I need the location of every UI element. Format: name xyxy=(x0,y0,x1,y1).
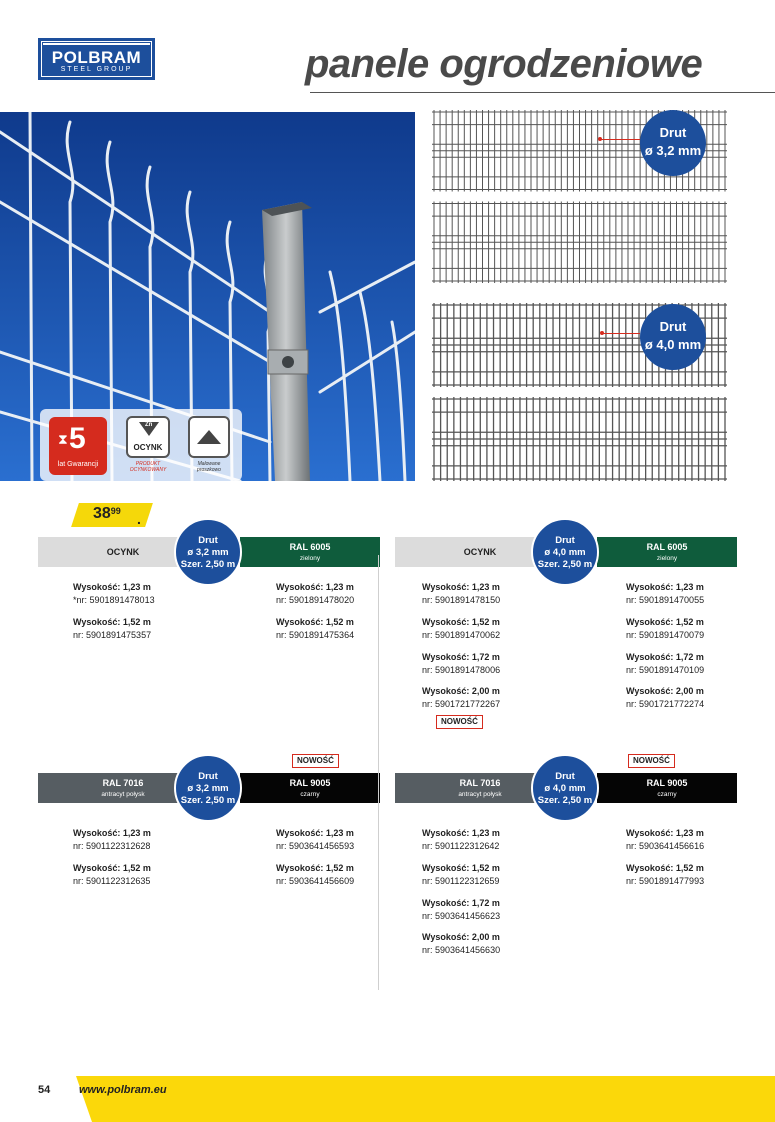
circle-line3: Szer. 2,50 m xyxy=(537,559,593,570)
item-ean: nr: 5903641456609 xyxy=(276,876,355,886)
powder-paint-badge xyxy=(188,416,230,458)
header-ral-6005 xyxy=(597,537,737,567)
circle-line1: Drut xyxy=(555,771,575,782)
circle-line1: Drut xyxy=(198,535,218,546)
item-ean: nr: 5903641456630 xyxy=(422,945,501,955)
column-divider xyxy=(378,555,379,990)
item-ean: nr: 5901891475364 xyxy=(276,630,355,640)
item-height: Wysokość: 2,00 m xyxy=(422,932,500,942)
list-item xyxy=(422,616,500,642)
website-link[interactable]: www.polbram.eu xyxy=(79,1084,167,1096)
item-height: Wysokość: 1,52 m xyxy=(626,863,704,873)
list-item xyxy=(276,616,354,642)
item-ean: nr: 5903641456623 xyxy=(422,911,501,921)
item-height: Wysokość: 1,52 m xyxy=(422,617,500,627)
circle-line1: Drut xyxy=(198,771,218,782)
feature-badges xyxy=(40,409,242,481)
item-height: Wysokość: 2,00 m xyxy=(422,686,500,696)
circle-line2: ø 4,0 mm xyxy=(544,783,586,794)
list-item xyxy=(626,862,704,888)
item-ean: nr: 5901122312635 xyxy=(73,876,151,886)
item-ean: *nr: 5901891478013 xyxy=(73,595,155,605)
warranty-years: 5 xyxy=(69,422,86,455)
item-height: Wysokość: 1,52 m xyxy=(276,617,354,627)
wire-spec-circle xyxy=(531,754,599,822)
header-ral-sub: czarny xyxy=(657,791,677,798)
item-ean: nr: 5901122312642 xyxy=(422,841,500,851)
list-item xyxy=(422,581,500,607)
header-ral-sub: zielony xyxy=(656,555,678,562)
list-item xyxy=(626,616,704,642)
item-ean: nr: 5901891477993 xyxy=(626,876,705,886)
wire-badge-4-0 xyxy=(640,304,706,370)
item-ean: nr: 5903641456616 xyxy=(626,841,705,851)
callout-line xyxy=(602,333,640,334)
circle-line3: Szer. 2,50 m xyxy=(180,559,236,570)
header-ral-label: RAL 9005 xyxy=(646,778,688,788)
price-cents: 99 xyxy=(110,506,121,516)
header-ral-sub: antracyt połysk xyxy=(458,791,502,798)
circle-line2: ø 3,2 mm xyxy=(187,547,229,558)
list-item xyxy=(276,581,354,607)
item-ean: nr: 5903641456593 xyxy=(276,841,355,851)
title-underline xyxy=(310,92,775,93)
circle-line1: Drut xyxy=(555,535,575,546)
circle-line3: Szer. 2,50 m xyxy=(537,795,593,806)
item-height: Wysokość: 1,52 m xyxy=(626,617,704,627)
new-badge: NOWOŚĆ xyxy=(292,754,339,768)
price-suffix: . xyxy=(137,511,141,527)
item-ean: nr: 5901891470079 xyxy=(626,630,705,640)
callout-line xyxy=(600,139,640,140)
callout-dot xyxy=(598,137,602,141)
item-ean: nr: 5901891475357 xyxy=(73,630,152,640)
list-item xyxy=(276,862,354,888)
item-ean: nr: 5901721772274 xyxy=(626,699,705,709)
item-height: Wysokość: 1,23 m xyxy=(276,582,354,592)
list-item xyxy=(73,581,155,607)
header-ral-sub: antracyt połysk xyxy=(101,791,145,798)
list-item xyxy=(422,931,500,957)
header-ral-6005 xyxy=(240,537,380,567)
wire-badge-line1: Drut xyxy=(659,125,687,140)
list-item xyxy=(73,827,151,853)
item-height: Wysokość: 1,23 m xyxy=(73,828,151,838)
wire-spec-circle xyxy=(531,518,599,586)
circle-line2: ø 4,0 mm xyxy=(544,547,586,558)
item-height: Wysokość: 1,72 m xyxy=(422,898,500,908)
header-ral-label: RAL 7016 xyxy=(102,778,144,788)
item-ean: nr: 5901891478150 xyxy=(422,595,501,605)
wire-badge-line2: ø 3,2 mm xyxy=(644,143,702,158)
list-item xyxy=(422,897,500,923)
wire-badge-line1: Drut xyxy=(659,319,687,334)
item-height: Wysokość: 1,72 m xyxy=(422,652,500,662)
list-item xyxy=(422,862,500,888)
item-height: Wysokość: 1,72 m xyxy=(626,652,704,662)
wire-spec-circle xyxy=(174,518,242,586)
list-item xyxy=(73,616,151,642)
header-ral-sub: zielony xyxy=(299,555,321,562)
item-height: Wysokość: 1,52 m xyxy=(276,863,354,873)
zn-label: OCYNK xyxy=(133,443,163,452)
zn-caption: PRODUKT OCYNKOWANY xyxy=(129,461,167,473)
item-ean: nr: 5901891470062 xyxy=(422,630,501,640)
new-badge: NOWOŚĆ xyxy=(628,754,675,768)
logo-subtitle: STEEL GROUP xyxy=(60,66,133,73)
item-ean: nr: 5901122312659 xyxy=(422,876,500,886)
wire-badge-line2: ø 4,0 mm xyxy=(644,337,702,352)
list-item xyxy=(422,685,500,711)
item-ean: nr: 5901891478006 xyxy=(422,665,501,675)
list-item xyxy=(73,862,151,888)
item-height: Wysokość: 1,23 m xyxy=(73,582,151,592)
footer-bar xyxy=(76,1076,775,1122)
item-ean: nr: 5901122312628 xyxy=(73,841,151,851)
header-ral-label: RAL 7016 xyxy=(459,778,501,788)
new-badge: NOWOŚĆ xyxy=(436,715,483,729)
list-item xyxy=(276,827,354,853)
item-height: Wysokość: 1,23 m xyxy=(626,828,704,838)
polbram-logo xyxy=(38,38,155,80)
wire-badge-3-2 xyxy=(640,110,706,176)
price-main: 38 xyxy=(93,505,111,522)
item-ean: nr: 5901721772267 xyxy=(422,699,501,709)
circle-line2: ø 3,2 mm xyxy=(187,783,229,794)
header-ral-9005 xyxy=(240,773,380,803)
list-item xyxy=(422,651,500,677)
item-height: Wysokość: 1,23 m xyxy=(626,582,704,592)
item-height: Wysokość: 1,23 m xyxy=(276,828,354,838)
item-ean: nr: 5901891478020 xyxy=(276,595,355,605)
page-number: 54 xyxy=(38,1084,51,1096)
zinc-badge xyxy=(126,416,170,458)
list-item xyxy=(626,827,704,853)
item-height: Wysokość: 1,52 m xyxy=(73,863,151,873)
list-item xyxy=(626,685,704,711)
callout-dot xyxy=(600,331,604,335)
header-ocynk: OCYNK xyxy=(395,537,565,567)
page-title: panele ogrodzeniowe xyxy=(305,42,703,86)
header-ral-label: RAL 6005 xyxy=(289,542,331,552)
warranty-label: lat Gwarancji xyxy=(57,461,99,468)
paint-caption: Malowane proszkowo xyxy=(197,461,221,473)
header-ral-label: RAL 9005 xyxy=(289,778,331,788)
hourglass-icon: ⧗ xyxy=(58,431,68,447)
item-height: Wysokość: 1,52 m xyxy=(422,863,500,873)
item-height: Wysokość: 1,52 m xyxy=(73,617,151,627)
header-ocynk: OCYNK xyxy=(38,537,208,567)
item-height: Wysokość: 1,23 m xyxy=(422,828,500,838)
item-height: Wysokość: 2,00 m xyxy=(626,686,704,696)
paint-icon xyxy=(197,430,221,444)
list-item xyxy=(626,651,704,677)
header-ral-9005 xyxy=(597,773,737,803)
zn-symbol: Zn xyxy=(145,422,153,428)
circle-line3: Szer. 2,50 m xyxy=(180,795,236,806)
warranty-badge xyxy=(49,417,107,475)
logo-name: POLBRAM xyxy=(51,48,142,67)
item-ean: nr: 5901891470109 xyxy=(626,665,705,675)
header-ral-sub: czarny xyxy=(300,791,320,798)
header-ral-label: RAL 6005 xyxy=(646,542,688,552)
price-value xyxy=(93,505,121,523)
wire-spec-circle xyxy=(174,754,242,822)
item-height: Wysokość: 1,23 m xyxy=(422,582,500,592)
list-item xyxy=(626,581,704,607)
item-ean: nr: 5901891470055 xyxy=(626,595,705,605)
list-item xyxy=(422,827,500,853)
